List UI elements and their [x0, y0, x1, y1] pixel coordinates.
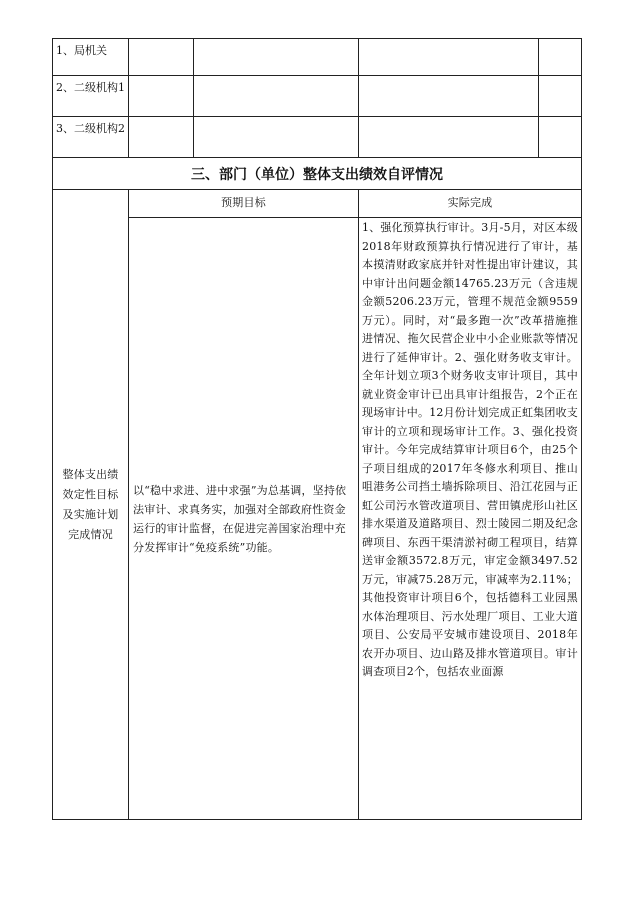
left-label — [52, 189, 129, 820]
header-expected: 预期目标 — [128, 189, 359, 218]
row-label-bureau: 1、局机关 — [52, 38, 129, 76]
table-cell — [193, 116, 359, 158]
table-cell — [538, 75, 582, 117]
left-label-text: 整体支出绩效定性目标及实施计划完成情况 — [62, 467, 119, 541]
table-cell — [128, 75, 194, 117]
row-label-secondary-2: 3、二级机构2 — [52, 116, 129, 158]
table-cell — [538, 116, 582, 158]
table-cell — [358, 75, 539, 117]
header-actual: 实际完成 — [358, 189, 582, 218]
actual-completion-text: 1、强化预算执行审计。3月-5月，对区本级2018年财政预算执行情况进行了审计，基本摸清财政家底并针对性提出审计建议，其中审计出问题金额14765.23万元（含违规金额5206.23万元，管理不规范金额9559万元）。同时，对“最多跑一次”改革措施推进情况、拖欠民营企业中小企业账款等情况进行了延伸审计。2、强化财务收支审计。全年计划立项3个财务收支审计项目，其中就业资金审计已出具审计组报告，2个正在现场审计中。12月份计划完成正虹集团收支审计的立项和现场审计工作。3、强化投资审计。今年完成结算审计项目6个，由25个子项目组成的2017年冬修水利项目、推山咀港务公司挡土墙拆除项目、沿江花园与正虹公司污水管改道项目、营田镇虎形山社区排水渠道及道路项目、烈士陵园二期及纪念碑项目、东西干渠清淤衬砌工程项目，结算送审金额3572.8万元，审定金额3497.52万元，审减75.28万元，审减率为2.11%；其他投资审计项目6个，包括德科工业园黑水体治理项目、污水处理厂项目、工业大道项目、公安局平安城市建设项目、2018年农开办项目、边山路及排水管道项目。审计调查项目2个，包括农业面源 — [362, 221, 578, 678]
table-cell — [358, 116, 539, 158]
table-cell — [193, 38, 359, 76]
row-label-secondary-1: 2、二级机构1 — [52, 75, 129, 117]
actual-completion — [358, 217, 582, 820]
table-cell — [193, 75, 359, 117]
table-cell — [358, 38, 539, 76]
table-cell — [128, 116, 194, 158]
table-cell — [538, 38, 582, 76]
performance-table — [52, 38, 582, 820]
table-cell — [128, 38, 194, 76]
expected-goal-text: 以“稳中求进、进中求强”为总基调，坚持依法审计、求真务实，加强对全部政府性资金运行的审计监督，在促进完善国家治理中充分发挥审计“免疫系统”功能。 — [133, 483, 347, 554]
expected-goal — [128, 217, 359, 820]
section-title: 三、部门（单位）整体支出绩效自评情况 — [52, 157, 582, 190]
